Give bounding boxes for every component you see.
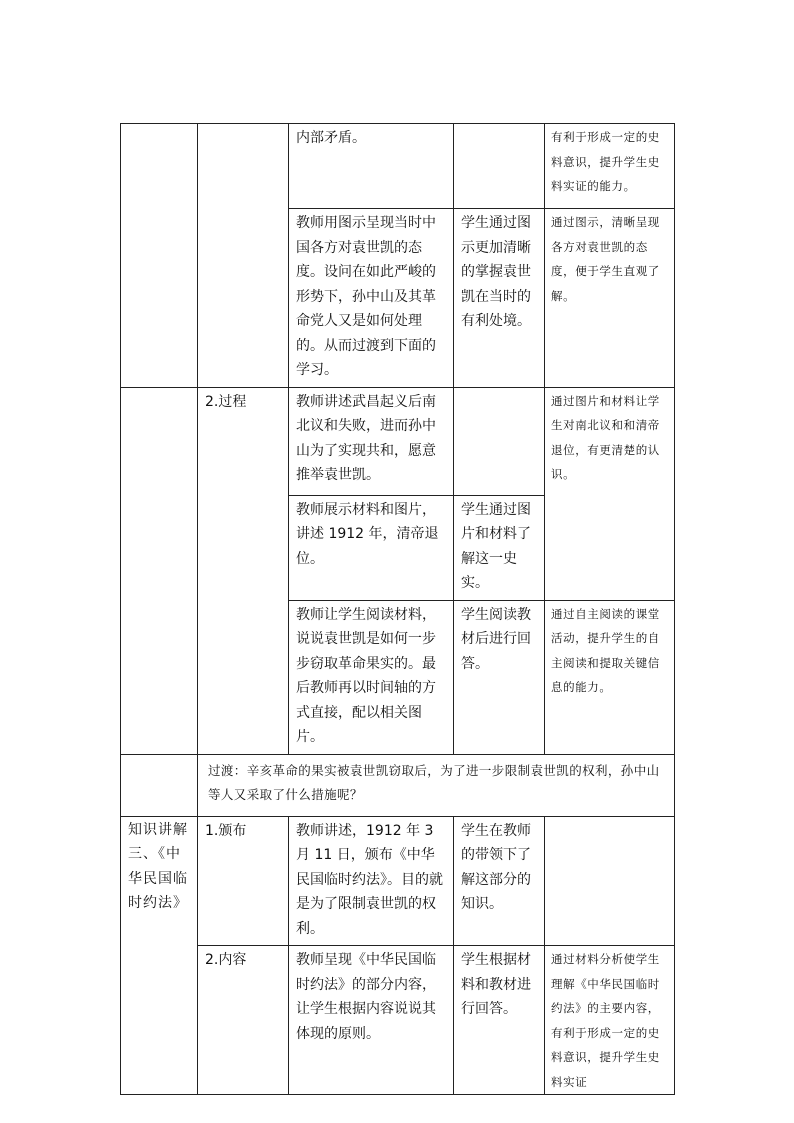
- teacher-activity: 内部矛盾。: [289, 124, 454, 209]
- student-activity: [454, 387, 545, 495]
- step-cell: 1.颁布: [198, 816, 289, 946]
- design-intent: 通过图片和材料让学生对南北议和和清帝退位，有更清楚的认识。: [545, 387, 675, 600]
- transition-text: 过渡：辛亥革命的果实被袁世凯窃取后，为了进一步限制袁世凯的权利，孙中山等人又采取了什么措施呢？: [198, 754, 675, 816]
- teacher-activity: 教师展示材料和图片，讲述 1912 年，清帝退位。: [289, 495, 454, 600]
- table-row: [121, 387, 675, 495]
- student-activity: 学生通过图示更加清晰的掌握袁世凯在当时的有利处境。: [454, 209, 545, 388]
- step-cell: 2.内容: [198, 946, 289, 1095]
- table-row: [121, 124, 675, 209]
- design-intent: 通过自主阅读的课堂活动，提升学生的自主阅读和提取关键信息的能力。: [545, 600, 675, 754]
- section-cell: [121, 387, 198, 754]
- lesson-plan-table: [120, 123, 675, 1095]
- section-cell: [121, 124, 198, 388]
- design-intent: 有利于形成一定的史料意识，提升学生史料实证的能力。: [545, 124, 675, 209]
- design-intent: 通过图示，清晰呈现各方对袁世凯的态度，便于学生直观了解。: [545, 209, 675, 388]
- table-row: [121, 816, 675, 946]
- student-activity: 学生通过图片和材料了解这一史实。: [454, 495, 545, 600]
- teacher-activity: 教师讲述，1912 年 3 月 11 日，颁布《中华民国临时约法》。目的就是为了限制袁世凯的权利。: [289, 816, 454, 946]
- design-intent: [545, 816, 675, 946]
- student-activity: 学生根据材料和教材进行回答。: [454, 946, 545, 1095]
- design-intent: 通过材料分析使学生理解《中华民国临时约法》的主要内容，有利于形成一定的史料意识，提升学生史料实证: [545, 946, 675, 1095]
- step-cell: [198, 124, 289, 388]
- teacher-activity: 教师用图示呈现当时中国各方对袁世凯的态度。设问在如此严峻的形势下，孙中山及其革命党人又是如何处理的。从而过渡到下面的学习。: [289, 209, 454, 388]
- teacher-activity: 教师呈现《中华民国临时约法》的部分内容，让学生根据内容说说其体现的原则。: [289, 946, 454, 1095]
- student-activity: 学生阅读教材后进行回答。: [454, 600, 545, 754]
- teacher-activity: 教师讲述武昌起义后南北议和失败，进而孙中山为了实现共和，愿意推举袁世凯。: [289, 387, 454, 495]
- teacher-activity: 教师让学生阅读材料，说说袁世凯是如何一步步窃取革命果实的。最后教师再以时间轴的方式直接，配以相关图片。: [289, 600, 454, 754]
- table-row: [121, 754, 675, 816]
- section-heading: 知识讲解三、《中华民国临时约法》: [121, 816, 198, 1095]
- section-cell: [121, 754, 198, 816]
- student-activity: [454, 124, 545, 209]
- table-row: [121, 946, 675, 1095]
- student-activity: 学生在教师的带领下了解这部分的知识。: [454, 816, 545, 946]
- step-cell: 2.过程: [198, 387, 289, 754]
